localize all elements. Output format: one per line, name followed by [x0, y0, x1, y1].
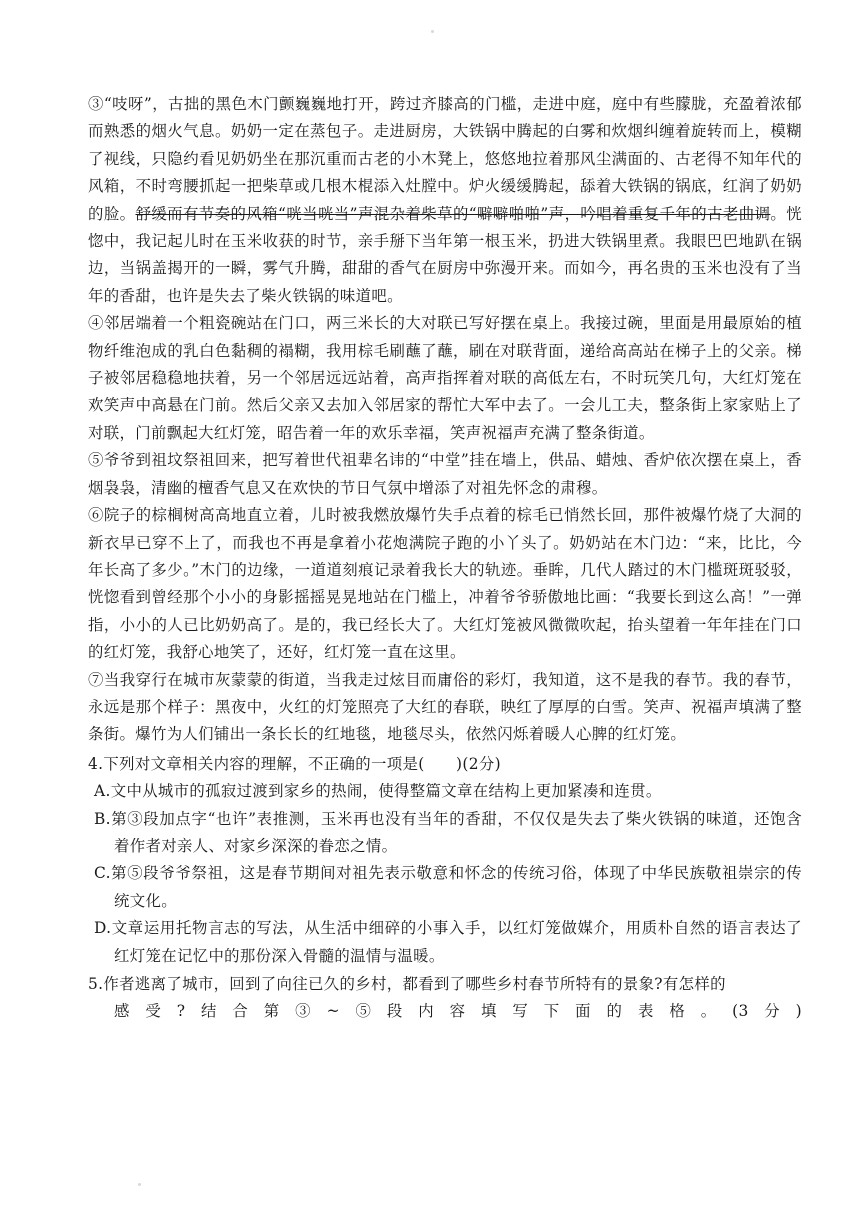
page-dot: [431, 30, 434, 33]
document-content: [88, 91, 802, 1026]
paragraph-3-text: ③“吱呀”，古拙的黑色木门颤巍巍地打开，跨过齐膝高的门槛，走进中庭，庭中有些朦胧，充盈着浓郁而熟悉的烟火气息。奶奶一定在蒸包子。走进厨房，大铁锅中腾起的白雾和炊烟纠缠着旋转而上，模糊了视线，只隐约看见奶奶坐在那沉重而古老的小木凳上，悠悠地拉着那风尘满面的、古老得不知年代的风箱，不时弯腰抓起一把柴草或几根木棍添入灶膛中。炉火缓缓腾起，舔着大铁锅的锅底，红润了奶奶的脸。: [88, 95, 802, 223]
paragraph-3-text-end: 。恍惚中，我记起儿时在玉米收获的时节，亲手掰下当年第一根玉米，扔进大铁锅里煮。我眼巴巴地趴在锅边，当锅盖揭开的一瞬，雾气升腾，甜甜的香气在厨房中弥漫开来。而如今，再名贵的玉米也没有了当年的香甜，也许是失去了柴火铁锅的味道吧。: [88, 204, 802, 305]
paragraph-4: ④邻居端着一个粗瓷碗站在门口，两三米长的大对联已写好摆在桌上。我接过碗，里面是用最原始的植物纤维泡成的乳白色黏稠的褟糊，我用棕毛刷蘸了蘸，刷在对联背面，递给高高站在梯子上的父亲。梯子被邻居稳稳地扶着，另一个邻居远远站着，高声指挥着对联的高低左右，不时玩笑几句，大红灯笼在欢笑声中高悬在门前。然后父亲又去加入邻居家的帮忙大军中去了。一会儿工夫，整条街上家家贴上了对联，门前飘起大红灯笼，昭告着一年的欢乐幸福，笑声祝福声充满了整条街道。: [88, 314, 802, 442]
option-a: A.文中从城市的孤寂过渡到家乡的热闹，使得整篇文章在结构上更加紧凑和连贯。: [94, 782, 662, 801]
option-b: B.第③段加点字“也许”表推测，玉米再也没有当年的香甜，不仅仅是失去了柴火铁锅的味道，还饱含着作者对亲人、对家乡深深的眷恋之情。: [94, 809, 802, 855]
option-c: C.第⑤段爷爷祭祖，这是春节期间对祖先表示敬意和怀念的传统习俗，体现了中华民族敬祖崇宗的传统文化。: [94, 864, 802, 910]
question-5-line-1: 5.作者逃离了城市，回到了向往已久的乡村，都看到了哪些乡村春节所特有的景象?有怎样的: [88, 975, 726, 993]
question-4: [88, 751, 802, 970]
paragraph-3: [88, 91, 802, 310]
question-5-line-2: 感受?结合第③~⑤段内容填写下面的表格。(3分): [114, 1002, 802, 1021]
paragraph-6: ⑥院子的棕榈树高高地直立着，儿时被我燃放爆竹失手点着的棕毛已悄然长回，那件被爆竹烧了大洞的新衣早已穿不上了，而我也不再是拿着小花炮满院子跑的小丫头了。奶奶站在木门边：“来，比比，今年长高了多少。”木门的边缘，一道道刻痕记录着我长大的轨迹。垂眸，几代人踏过的木门槛斑斑驳驳，恍惚看到曾经那个小小的身影摇摇晃晃地站在门槛上，冲着爷爷骄傲地比画：“我要长到这么高！”一弹指，小小的人已比奶奶高了。是的，我已经长大了。大红灯笼被风微微吹起，抬头望着一年年挂在门口的红灯笼，我舒心地笑了，还好，红灯笼一直在这里。: [88, 506, 802, 662]
paragraph-7: ⑦当我穿行在城市灰蒙蒙的街道，当我走过炫目而庸俗的彩灯，我知道，这不是我的春节。我的春节，永远是那个样子：黑夜中，火红的灯笼照亮了大红的春联，映红了厚厚的白雪。笑声、祝福声填满了整条街。爆竹为人们铺出一条长长的红地毯，地毯尽头，依然闪烁着暖人心脾的红灯笼。: [88, 670, 802, 744]
option-d: D.文章运用托物言志的写法，从生活中细碎的小事入手，以红灯笼做媒介，用质朴自然的语言表达了红灯笼在记忆中的那份深入骨髓的温情与温暖。: [94, 919, 802, 965]
question-5: [88, 971, 802, 1026]
question-4-stem: 4.下列对文章相关内容的理解，不正确的一项是( )(2分): [88, 754, 501, 773]
paragraph-5: ⑤爷爷到祖坟祭祖回来，把写着世代祖辈名讳的“中堂”挂在墙上，供品、蜡烛、香炉依次摆在桌上，香烟袅袅，清幽的檀香气息又在欢快的节日气氛中增添了对祖先怀念的肃穆。: [88, 451, 802, 497]
page-dot-bottom: [138, 1183, 141, 1186]
struck-sentence: 舒缓而有节奏的风箱“咣当咣当”声混杂着柴草的“噼噼啪啪”声，吟唱着重复千年的古老曲调: [135, 204, 771, 223]
